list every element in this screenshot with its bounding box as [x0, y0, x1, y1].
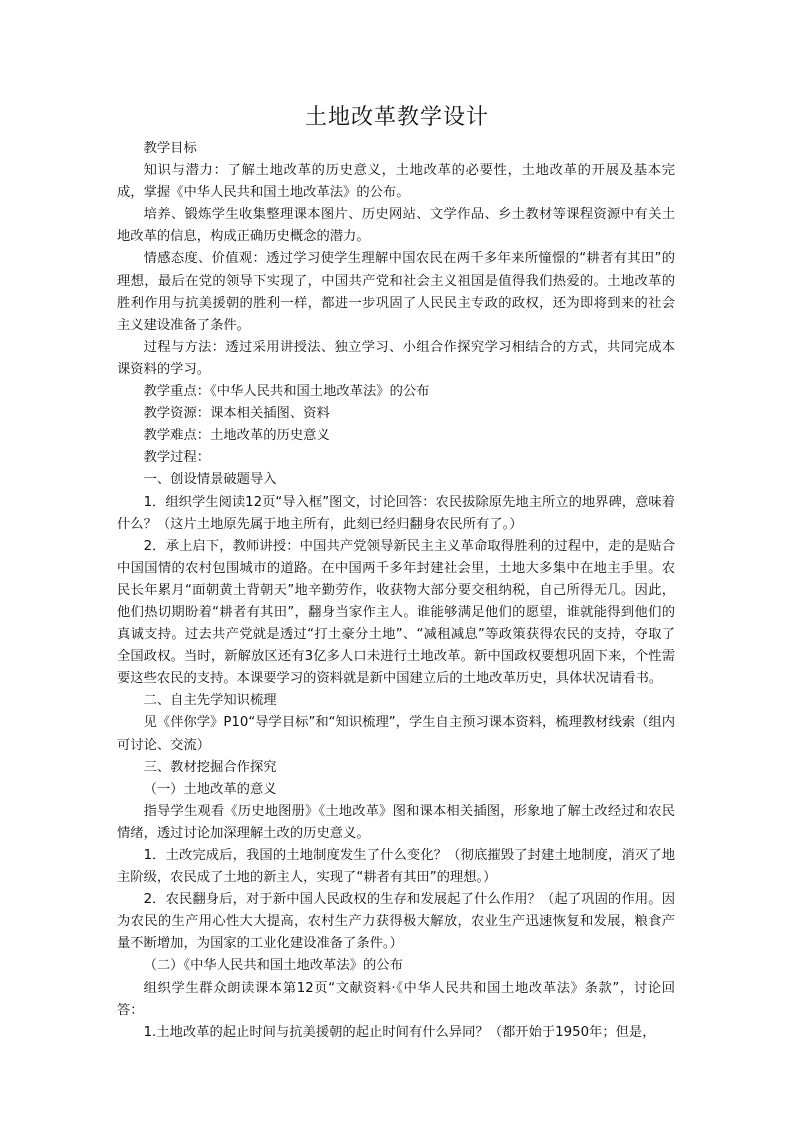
paragraph: 一、创设情景破题导入: [143, 472, 277, 488]
paragraph: 教学难点：土地改革的历史意义: [143, 428, 330, 444]
paragraph: 指导学生观看《历史地图册》《土地改革》图和课本相关插图，形象地了解土改经过和农民情绪，透过讨论加深理解土改的历史意义。: [117, 803, 675, 841]
paragraph: 2．承上启下，教师讲授：中国共产党领导新民主主义革命取得胜利的过程中，走的是贴合中国国情的农村包围城市的道路。在中国两千多年封建社会里，土地大多集中在地主手里。农民长年累月“面朝黄土背朝天”地辛勤劳作，收获物大部分要交租纳税，自己所得无几。因此，他们热切期盼着“耕者有其田”，翻身当家作主人。谁能够满足他们的愿望，谁就能得到他们的真诚支持。过去共产党就是透过“打土豪分土地”、“减租减息”等政策获得农民的支持，夺取了全国政权。当时，新解放区还有3亿多人口未进行土地改革。新中国政权要想巩固下来，个性需要这些农民的支持。本课要学习的资料就是新中国建立后的土地改革历史，具体状况请看书。: [117, 538, 675, 687]
paragraph: （二）《中华人民共和国土地改革法》的公布: [143, 958, 403, 974]
paragraph: 教学资源：课本相关插图、资料: [143, 406, 330, 422]
paragraph: 见《伴你学》P10“导学目标”和“知识梳理”，学生自主预习课本资料，梳理教材线索（组内可讨论、交流）: [117, 715, 675, 753]
paragraph: 教学过程：: [143, 450, 211, 466]
paragraph: 1．土改完成后，我国的土地制度发生了什么变化？（彻底摧毁了封建土地制度，消灭了地主阶级，农民成了土地的新主人，实现了“耕者有其田”的理想。）: [117, 848, 675, 886]
paragraph: 二、自主先学知识梳理: [143, 693, 277, 709]
document-body: [117, 138, 675, 1044]
paragraph: 2．农民翻身后，对于新中国人民政权的生存和发展起了什么作用？（起了巩固的作用。因为农民的生产用心性大大提高，农村生产力获得极大解放，农业生产迅速恢复和发展，粮食产量不断增加，为国家的工业化建设准备了条件。）: [117, 892, 675, 952]
paragraph: 情感态度、价值观：透过学习使学生理解中国农民在两千多年来所憧憬的“耕者有其田”的理想，最后在党的领导下实现了，中国共产党和社会主义祖国是值得我们热爱的。土地改革的胜利作用与抗美援朝的胜利一样，都进一步巩固了人民民主专政的政权，还为即将到来的社会主义建设准备了条件。: [117, 251, 675, 333]
paragraph: 教学目标: [143, 141, 197, 156]
paragraph: 三、教材挖掘合作探究: [143, 759, 277, 775]
paragraph: 1．组织学生阅读12页“导入框”图文，讨论回答：农民拔除原先地主所立的地界碑，意味着什么？（这片土地原先属于地主所有，此刻已经归翻身农民所有了。）: [117, 494, 675, 532]
paragraph: 过程与方法：透过采用讲授法、独立学习、小组合作探究学习相结合的方式，共同完成本课资料的学习。: [117, 339, 675, 377]
paragraph: 知识与潜力：了解土地改革的历史意义，土地改革的必要性，土地改革的开展及基本完成，掌握《中华人民共和国土地改革法》的公布。: [117, 163, 675, 201]
paragraph: 培养、锻炼学生收集整理课本图片、历史网站、文学作品、乡土教材等课程资源中有关土地改革的信息，构成正确历史概念的潜力。: [117, 207, 675, 245]
paragraph: 教学重点：《中华人民共和国土地改革法》的公布: [143, 384, 430, 400]
paragraph: （一）土地改革的意义: [143, 781, 277, 797]
paragraph: 1.土地改革的起止时间与抗美援朝的起止时间有什么异同？（都开始于1950年；但是，: [143, 1024, 656, 1040]
document-title: 土地改革教学设计: [304, 105, 489, 130]
paragraph: 组织学生群众朗读课本第12页“文献资料·《中华人民共和国土地改革法》条款”，讨论回答：: [117, 980, 675, 1018]
